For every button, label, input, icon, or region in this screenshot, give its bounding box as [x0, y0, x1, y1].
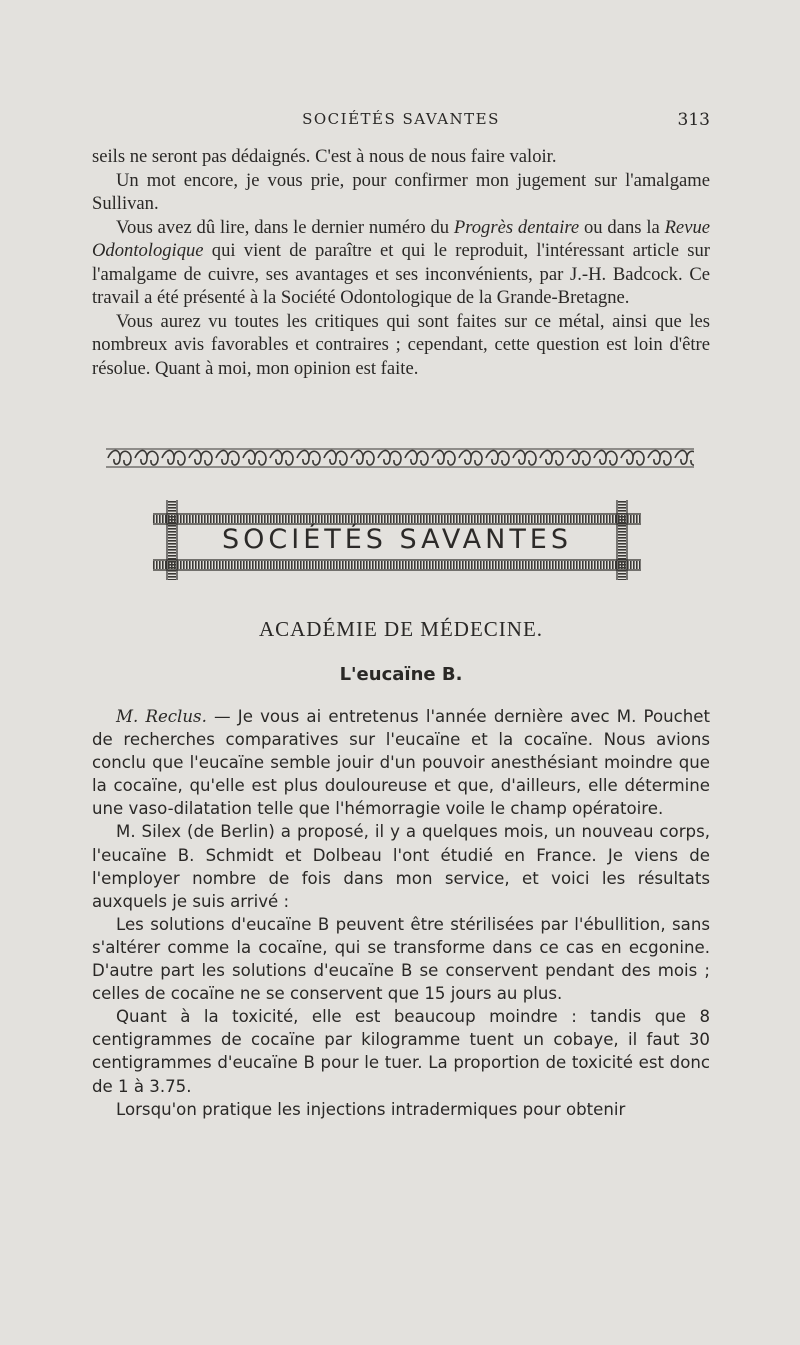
speaker-name: M. Reclus.: [116, 707, 207, 726]
paragraph: M. Silex (de Berlin) a proposé, il y a quelques mois, un nouveau corps, l'eucaïne B. Schmidt et Dolbeau l'ont étudié en France. Je viens de l'employer nombre de fois dans mon service, et voici les résultats auxquels je suis arrivé :: [92, 822, 710, 911]
paragraph: Quant à la toxicité, elle est beaucoup moindre : tandis que 8 centigrammes de cocaïne par kilogramme tuent un cobaye, il faut 30 centigrammes d'eucaïne B pour le tuer. La proportion de toxicité est donc de 1 à 3.75.: [92, 1007, 710, 1096]
text-span: qui vient de paraître et qui le reproduit, l'intéressant article sur l'amalgame de cuivre, ses avantages et ses inconvénients, par J.-H. Badcock. Ce travail a été présenté à la Société Odontologique de la Grande-Bretagne.: [92, 240, 710, 308]
paragraph: Les solutions d'eucaïne B peuvent être stérilisées par l'ébullition, sans s'altérer comme la cocaïne, qui se transforme dans ce cas en ecgonine. D'autre part les solutions d'eucaïne B se conservent pendant des mois ; celles de cocaïne ne se conservent que 15 jours au plus.: [92, 914, 710, 1004]
article-subtitle: L'eucaïne B.: [339, 664, 463, 685]
text-span: ou dans la: [579, 216, 665, 238]
paragraph: Un mot encore, je vous prie, pour confirmer mon jugement sur l'amalgame Sullivan.: [92, 169, 710, 214]
paragraph: [92, 705, 710, 820]
paragraph: Lorsqu'on pratique les injections intradermiques pour obtenir: [116, 1099, 626, 1119]
journal-title: Revue Odontologique: [92, 216, 710, 261]
section-title: SOCIÉTÉS SAVANTES: [221, 524, 573, 555]
paragraph: seils ne seront pas dédaignés. C'est à nous de nous faire valoir.: [92, 146, 557, 167]
paragraph: Vous aurez vu toutes les critiques qui sont faites sur ce métal, ainsi que les nombreux avis favorables et contraires ; cependant, cette question est loin d'être résolue. Quant à moi, mon opinion est faite.: [92, 310, 710, 379]
running-title: SOCIÉTÉS SAVANTES: [302, 110, 500, 128]
academy-heading: ACADÉMIE DE MÉDECINE.: [258, 617, 544, 641]
text-span: — Je vous ai entretenus l'année dernière avec M. Pouchet de recherches comparatives sur l'eucaïne et la cocaïne. Nous avions conclu que l'eucaïne semble jouir d'un pouvoir anesthésiant moindre que la cocaïne, qu'elle est plus douloureuse et que, d'ailleurs, elle détermine une vaso-dilatation telle que l'hémorragie voile le champ opératoire.: [92, 707, 710, 819]
article-body: [92, 705, 710, 1121]
section-heading-frame: [153, 498, 641, 582]
paragraph: [92, 216, 710, 310]
text-span: Vous avez dû lire, dans le dernier numéro du: [116, 216, 454, 238]
running-head: [92, 110, 710, 136]
previous-article-text: [92, 145, 710, 380]
journal-title: Progrès dentaire: [453, 216, 580, 238]
page-number: 313: [677, 110, 710, 130]
ornamental-divider: [106, 446, 694, 470]
